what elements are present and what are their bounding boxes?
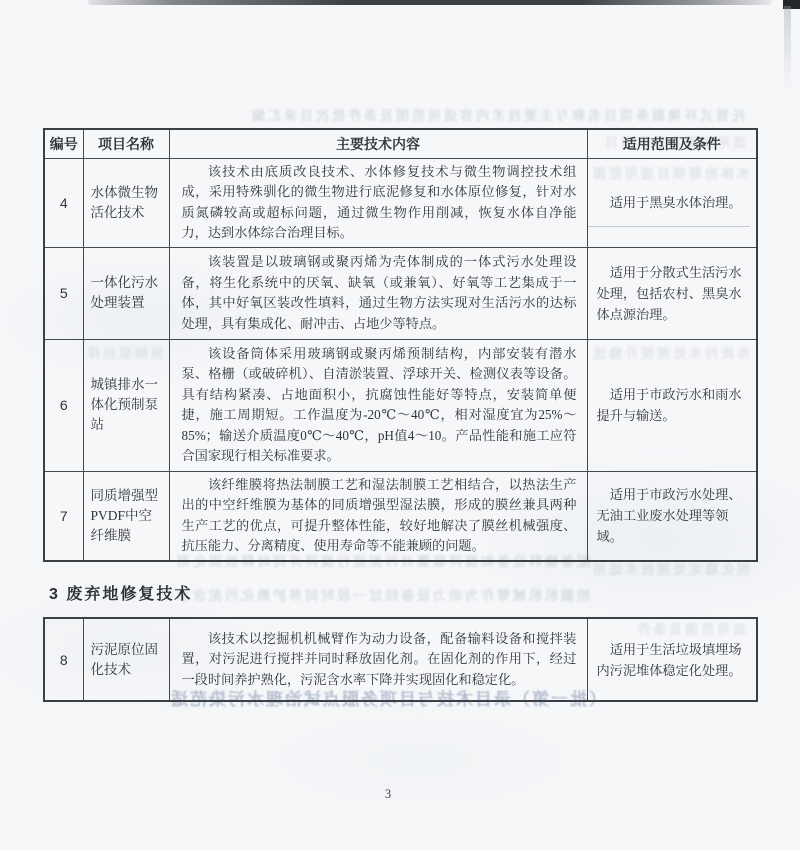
technical-content: 该装置是以玻璃钢或聚丙烯为壳体制成的一体式污水处理设备，将生化系统中的厌氧、缺氧（或兼氧）、好氧等工艺集成于一体，其中好氧区装改性填料，通过生物方法实现对生活污水的达标处理，具有集成化、耐冲击、占地少等特点。 [169,247,587,339]
scanner-right-edge-artifact [784,6,791,96]
table-row [44,339,757,471]
ink-bleedthrough [180,106,745,123]
project-name: 同质增强型PVDF中空纤维膜 [83,471,169,561]
scope-conditions: 适用于黑臭水体治理。 [587,158,757,247]
row-number: 4 [44,158,83,247]
project-name: 城镇排水一体化预制泵站 [83,339,169,471]
col-header-scope: 适用范围及条件 [587,129,757,158]
row-number: 6 [44,339,83,471]
table-row [44,247,757,339]
scope-conditions: 适用于分散式生活污水处理，包括农村、黑臭水体点源治理。 [587,247,757,339]
scanner-top-edge-artifact [88,0,772,5]
table-row [44,471,757,561]
project-name: 一体化污水处理装置 [83,247,169,339]
project-name: 污泥原位固化技术 [83,618,169,701]
table-row [44,158,757,247]
col-header-project-name: 项目名称 [83,129,169,158]
row-number: 8 [44,618,83,701]
col-header-main-content: 主要技术内容 [169,129,587,158]
row-number: 5 [44,247,83,339]
technology-table-abandoned-land [43,617,758,702]
table-row [44,618,757,701]
technical-content: 该设备筒体采用玻璃钢或聚丙烯预制结构，内部安装有潜水泵、格栅（或破碎机）、自清淤装置、浮球开关、检测仪表等设备。具有结构紧凑、占地面积小，抗腐蚀性能好等特点，安装简单便捷，施工周期短。工作温度为-20℃～40℃，相对湿度宜为25%～85%；输送介质温度0℃～40℃，pH值4～10。产品性能和施工应符合国家现行相关标准要求。 [169,339,587,471]
row-number: 7 [44,471,83,561]
project-name: 水体微生物活化技术 [83,158,169,247]
col-header-number: 编号 [44,129,83,158]
ink-bleedthrough [594,560,750,598]
technical-content: 该纤维膜将热法制膜工艺和湿法制膜工艺相结合，以热法生产出的中空纤维膜为基体的同质增强型湿法膜，形成的膜丝兼具两种生产工艺的优点，可提升整体性能，较好地解决了膜丝机械强度、抗压能力、分离精度、使用寿命等不能兼顾的问题。 [169,471,587,561]
scope-conditions: 适用于生活垃圾填埋场内污泥堆体稳定化处理。 [587,618,757,701]
table-header-row [44,129,757,158]
page-number: 3 [384,787,392,801]
section-heading: 3 废弃地修复技术 [49,586,193,603]
ink-bleedthrough [172,586,590,605]
scope-conditions: 适用于市政污水和雨水提升与输送。 [587,339,757,471]
technical-content: 该技术以挖掘机机械臂作为动力设备，配备输料设备和搅拌装置，对污泥进行搅拌并同时释放固化剂。在固化剂的作用下，经过一段时间养护熟化，污泥含水率下降并实现固化和稳定化。 [169,618,587,701]
technical-content: 该技术由底质改良技术、水体修复技术与微生物调控技术组成，采用特殊驯化的微生物进行底泥修复和水体原位修复，针对水质氮磷较高或超标问题，通过微生物作用削减，恢复水体自净能力，达到水体综合治理目标。 [169,158,587,247]
scope-conditions: 适用于市政污水处理、无油工业废水处理等领域。 [587,471,757,561]
technology-table-water [43,128,758,562]
